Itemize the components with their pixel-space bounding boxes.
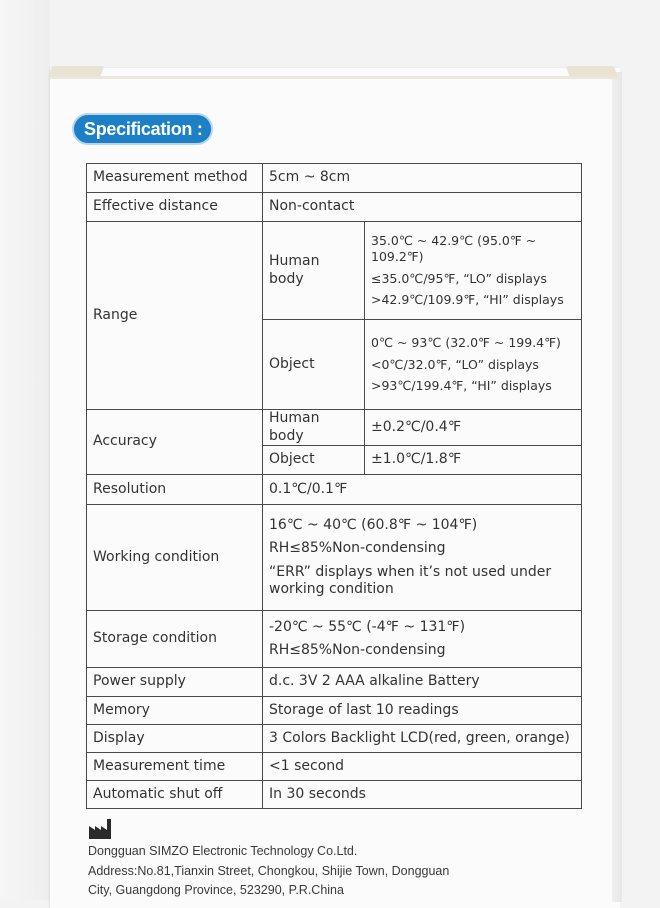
- label-automatic-shut-off: Automatic shut off: [87, 781, 263, 809]
- range-human-line-1: 35.0℃ ~ 42.9℃ (95.0℉ ~ 109.2℉): [371, 233, 537, 264]
- label-range-object: Object: [263, 320, 365, 410]
- table-row: [87, 697, 582, 725]
- working-line-1: 16℃ ~ 40℃ (60.8℉ ~ 104℉): [269, 516, 478, 533]
- value-measurement-time: <1 second: [263, 753, 582, 781]
- label-accuracy-object: Object: [263, 446, 365, 475]
- value-resolution: 0.1℃/0.1℉: [263, 475, 582, 505]
- value-automatic-shut-off: In 30 seconds: [263, 781, 582, 809]
- table-row: [87, 222, 582, 320]
- table-row: [87, 753, 582, 781]
- table-row: [87, 505, 582, 611]
- range-object-line-1: 0℃ ~ 93℃ (32.0℉ ~ 199.4℉): [371, 335, 561, 351]
- label-measurement-method: Measurement method: [87, 164, 263, 193]
- label-memory: Memory: [87, 697, 263, 725]
- background-left: [0, 0, 50, 900]
- label-measurement-time: Measurement time: [87, 753, 263, 781]
- value-accuracy-object: ±1.0℃/1.8℉: [365, 446, 582, 475]
- factory-icon: [88, 818, 116, 840]
- value-effective-distance: Non-contact: [263, 193, 582, 222]
- value-range-human-body: [365, 222, 582, 320]
- value-range-object: [365, 320, 582, 410]
- label-accuracy-human-body: Human body: [263, 410, 365, 446]
- table-row: [87, 668, 582, 697]
- table-row: [87, 410, 582, 446]
- specification-table: [86, 163, 582, 809]
- manufacturer-info: [88, 842, 588, 901]
- label-power-supply: Power supply: [87, 668, 263, 697]
- range-object-line-2: <0℃/32.0℉, “LO” displays: [371, 356, 539, 372]
- range-object-line-3: >93℃/199.4℉, “HI” displays: [371, 378, 552, 394]
- box-edge: [612, 72, 622, 902]
- value-storage-condition: [263, 611, 582, 668]
- working-line-3: “ERR” displays when it’s not used under working condition: [269, 563, 552, 597]
- manufacturer-name: Dongguan SIMZO Electronic Technology Co.Ltd.: [88, 844, 358, 858]
- label-resolution: Resolution: [87, 475, 263, 505]
- table-row: [87, 611, 582, 668]
- label-effective-distance: Effective distance: [87, 193, 263, 222]
- label-storage-condition: Storage condition: [87, 611, 263, 668]
- working-line-2: RH≤85%Non-condensing: [269, 540, 446, 556]
- table-row: [87, 193, 582, 222]
- label-range: Range: [87, 222, 263, 410]
- storage-line-2: RH≤85%Non-condensing: [269, 642, 446, 658]
- manufacturer-address-2: City, Guangdong Province, 523290, P.R.China: [88, 883, 344, 897]
- specification-title-badge: Specification :: [72, 113, 213, 145]
- label-accuracy: Accuracy: [87, 410, 263, 475]
- value-memory: Storage of last 10 readings: [263, 697, 582, 725]
- label-working-condition: Working condition: [87, 505, 263, 611]
- value-accuracy-human-body: ±0.2℃/0.4℉: [365, 410, 582, 446]
- value-power-supply: d.c. 3V 2 AAA alkaline Battery: [263, 668, 582, 697]
- label-range-human-body: Human body: [263, 222, 365, 320]
- range-human-line-2: ≤35.0℃/95℉, “LO” displays: [371, 270, 547, 286]
- value-display: 3 Colors Backlight LCD(red, green, orange): [263, 725, 582, 753]
- value-measurement-method: 5cm ~ 8cm: [263, 164, 582, 193]
- label-display: Display: [87, 725, 263, 753]
- box-top-edge: [50, 76, 620, 79]
- table-row: [87, 475, 582, 505]
- table-row: [87, 781, 582, 809]
- storage-line-1: -20℃ ~ 55℃ (-4℉ ~ 131℉): [269, 618, 466, 635]
- value-working-condition: [263, 505, 582, 611]
- table-row: [87, 725, 582, 753]
- manufacturer-address-1: Address:No.81,Tianxin Street, Chongkou, Shijie Town, Dongguan: [88, 863, 450, 878]
- range-human-line-3: >42.9℃/109.9℉, “HI” displays: [371, 292, 564, 308]
- table-row: [87, 164, 582, 193]
